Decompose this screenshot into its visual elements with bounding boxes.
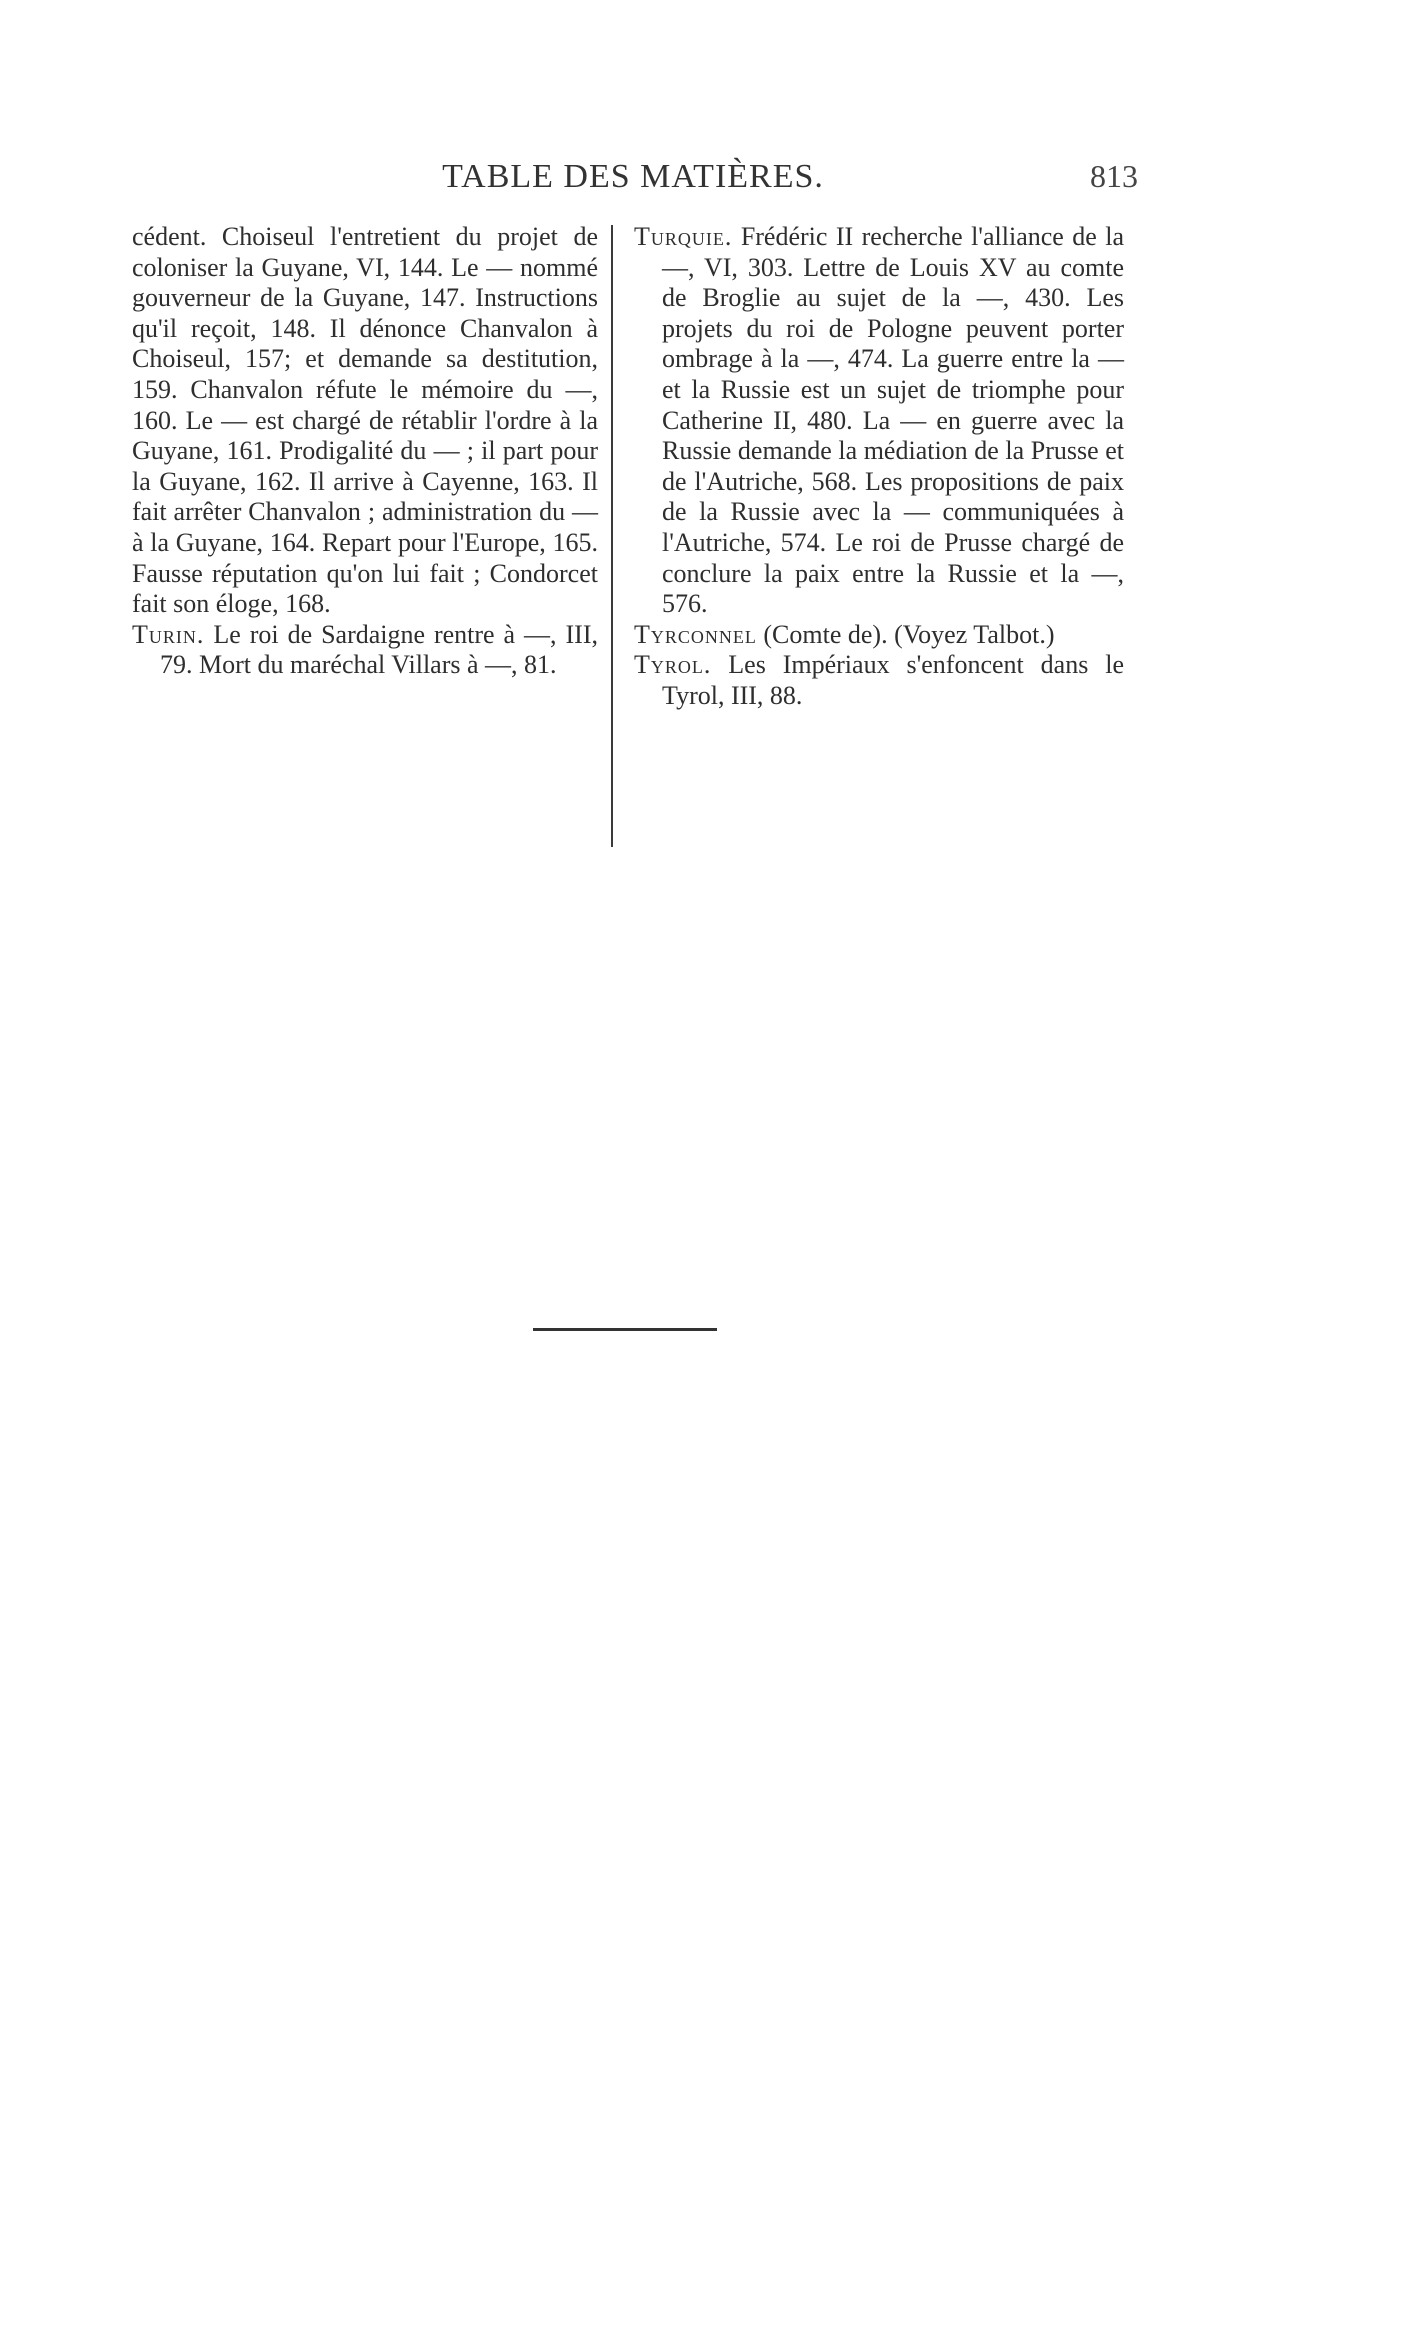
- entry-heading: Tyrol.: [634, 650, 712, 680]
- entry-heading: Turin.: [132, 619, 205, 649]
- page-title: TABLE DES MATIÈRES.: [442, 158, 824, 195]
- entry-text: (Comte de). (Voyez Talbot.): [756, 619, 1055, 649]
- entry-continuation: cédent. Choiseul l'entretient du projet de coloniser la Guyane, VI, 144. Le — nommé gouverneur de la Guyane, 147. Instructions qu'il reçoit, 148. Il dénonce Chanvalon à Choiseul, 157; et demande sa destitution, 159. Chanvalon réfute le mémoire du —, 160. Le — est chargé de rétablir l'ordre à la Guyane, 161. Prodigalité du — ; il part pour la Guyane, 162. Il arrive à Cayenne, 163. Il fait arrêter Chanvalon ; administration du — à la Guyane, 164. Repart pour l'Europe, 165. Fausse réputation qu'on lui fait ; Condorcet fait son éloge, 168.: [132, 222, 598, 619]
- running-header: [128, 158, 1138, 198]
- index-entry-turin: [132, 620, 598, 681]
- column-divider: [611, 225, 613, 847]
- page-number: 813: [1090, 158, 1138, 194]
- right-column: [634, 222, 1124, 712]
- index-entry-tyrol: [634, 650, 1124, 711]
- entry-text: Frédéric II recherche l'alliance de la —, VI, 303. Lettre de Louis XV au comte de Broglie au sujet de la —, 430. Les projets du roi de Pologne peuvent porter ombrage à la —, 474. La guerre entre la — et la Russie est un sujet de triomphe pour Catherine II, 480. La — en guerre avec la Russie demande la médiation de la Prusse et de l'Autriche, 568. Les propositions de paix de la Russie avec la — communiquées à l'Autriche, 574. Le roi de Prusse chargé de conclure la paix entre la Russie et la —, 576.: [662, 222, 1124, 619]
- index-entry-turquie: [634, 222, 1124, 620]
- entry-text: Le roi de Sardaigne rentre à —, III, 79. Mort du maréchal Villars à —, 81.: [160, 619, 598, 680]
- entry-text: Les Impériaux s'enfoncent dans le Tyrol, III, 88.: [662, 650, 1124, 710]
- end-rule-divider: [533, 1328, 717, 1331]
- index-entry-tyrconnel: [634, 620, 1124, 651]
- entry-heading: Tyrconnel: [634, 619, 757, 649]
- entry-heading: Turquie.: [634, 222, 733, 251]
- left-column: [132, 222, 598, 681]
